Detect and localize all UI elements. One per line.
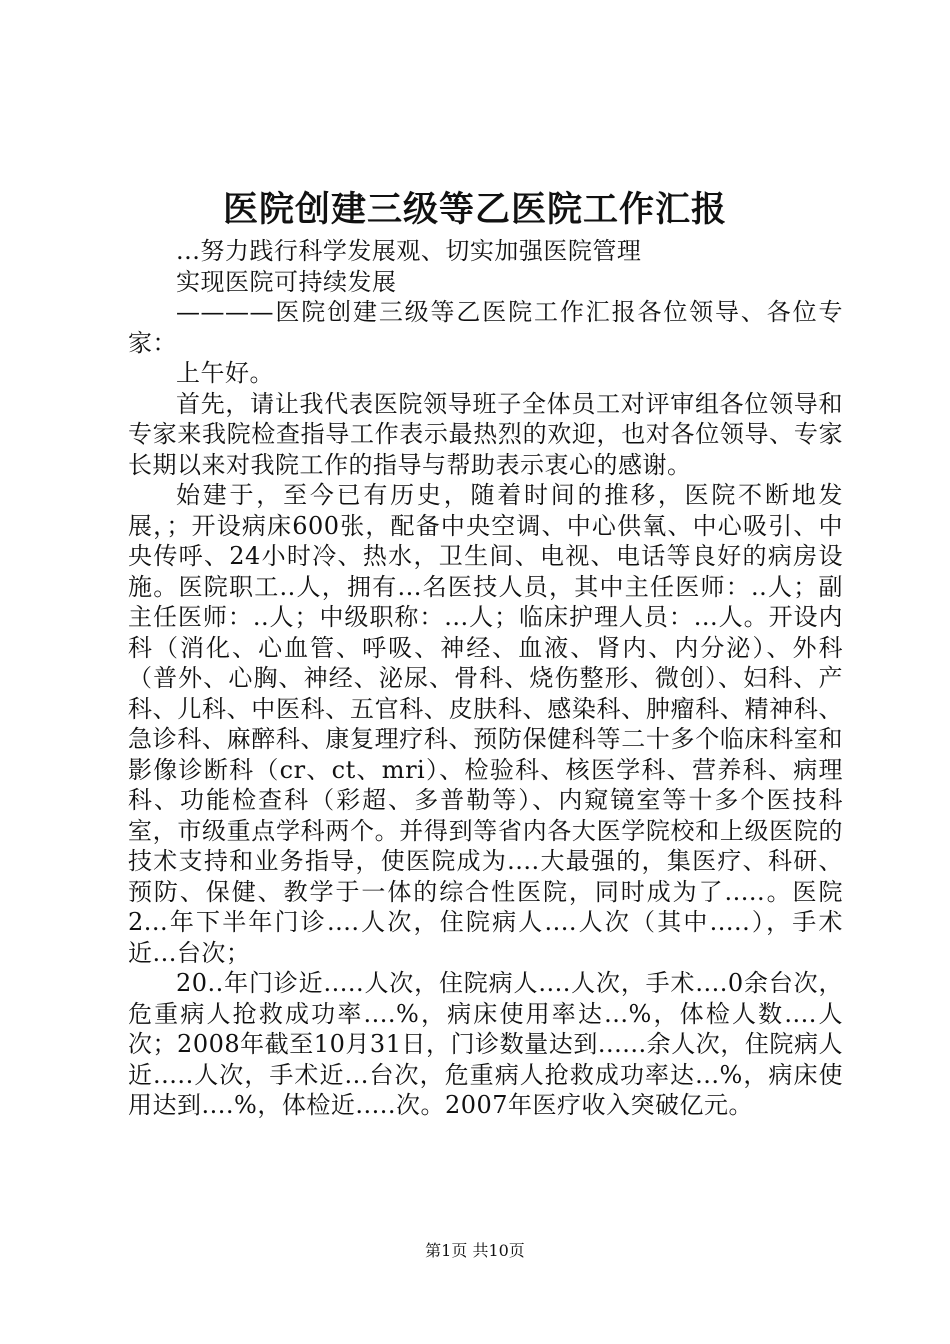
paragraph-greeting: 上午好。 [176, 359, 274, 387]
paragraph-statistics: 20..年门诊近.....人次，住院病人....人次，手术....0余台次，危重病人抢救成功率....%，病床使用率达...%，体检人数....人次；2008年截至10月31日，门诊数量达到......余人次，住院病人近.....人次，手术近...台次，危重病人抢救成功率达...%，病床使用达到....%，体检近.....次。2007年医疗收入突破亿元。 [128, 969, 843, 1119]
paragraph-hospital-overview: 始建于，至今已有历史，随着时间的推移，医院不断地发展，；开设病床600张，配备中央空调、中心供氧、中心吸引、中央传呼、24小时冷、热水，卫生间、电视、电话等良好的病房设施。医院职工..人，拥有...名医技人员，其中主任医师：..人；副主任医师：..人；中级职称：...人；临床护理人员：...人。开设内科（消化、心血管、呼吸、神经、血液、肾内、内分泌）、外科（普外、心胸、神经、泌尿、骨科、烧伤整形、微创）、妇科、产科、儿科、中医科、五官科、皮肤科、感染科、肿瘤科、精神科、急诊科、麻醉科、康复理疗科、预防保健科等二十多个临床科室和影像诊断科（cr、ct、mri）、检验科、核医学科、营养科、病理科、功能检查科（彩超、多普勒等）、内窥镜室等十多个医技科室，市级重点学科两个。并得到等省内各大医学院校和上级医院的技术支持和业务指导，使医院成为....大最强的，集医疗、科研、预防、保健、教学于一体的综合性医院，同时成为了.....。医院2...年下半年门诊....人次，住院病人....人次（其中.....），手术近...台次； [128, 481, 843, 967]
document-title: 医院创建三级等乙医院工作汇报 [222, 189, 727, 230]
page-number-label: 第1页 共10页 [425, 1241, 525, 1260]
paragraph-welcome: 首先，请让我代表医院领导班子全体员工对评审组各位领导和专家来我院检查指导工作表示最热烈的欢迎，也对各位领导、专家长期以来对我院工作的指导与帮助表示衷心的感谢。 [128, 389, 843, 479]
paragraph-slogan-2: 实现医院可持续发展 [176, 267, 397, 296]
paragraph-salutation: ————医院创建三级等乙医院工作汇报各位领导、各位专家： [128, 298, 843, 357]
page-footer [0, 1240, 950, 1262]
document-body [128, 236, 843, 1121]
paragraph-slogan-1: ...努力践行科学发展观、切实加强医院管理 [176, 237, 642, 265]
